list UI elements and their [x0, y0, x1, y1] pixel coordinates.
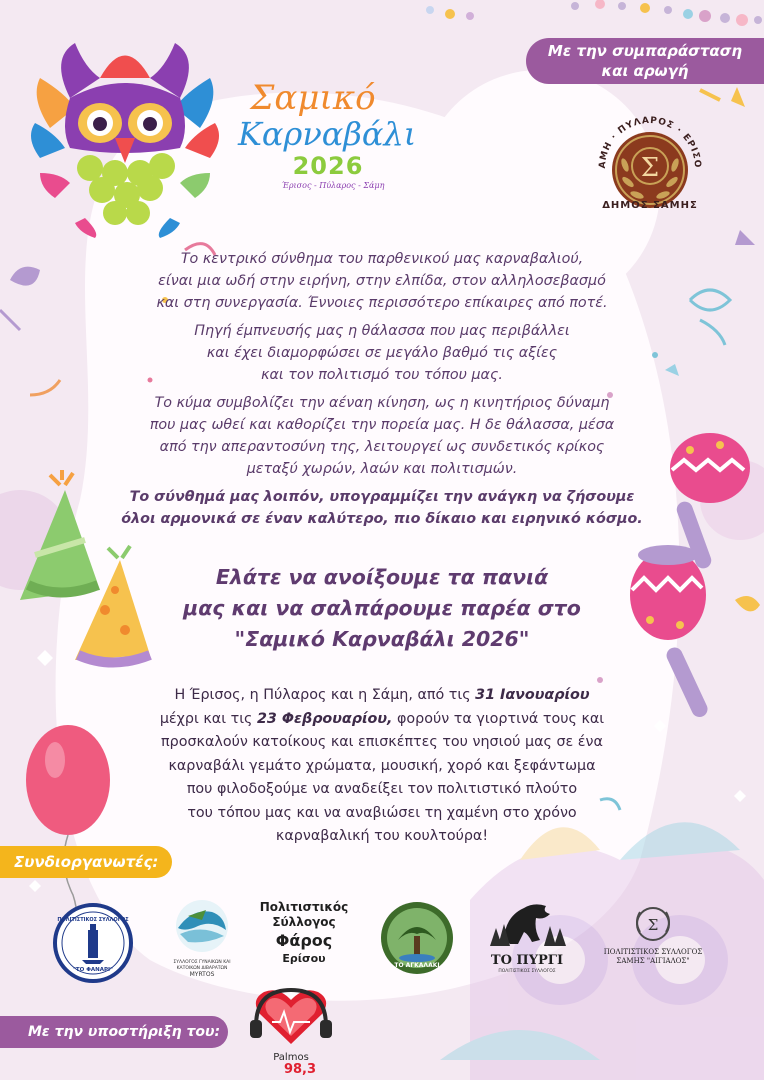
- faros-line3: Φάρος: [275, 931, 333, 950]
- seal-arc-text: ΑΜΗ · ΠΥΛΑΡΟΣ · ΕΡΙΣΟ: [597, 115, 703, 169]
- logo-agialos: [598, 904, 708, 984]
- start-date: 31 Ιανουαρίου: [475, 687, 590, 703]
- horse-forest-icon: [484, 898, 570, 950]
- intro-p2-line2: και έχει διαμορφώσει σε μεγάλο βαθμό τις αξίες: [206, 345, 558, 361]
- intro-p3-line1: Το κύμα συμβολίζει την αέναη κίνηση, ως η κινητήριος δύναμη: [154, 395, 610, 411]
- logo-agkalaki: [378, 900, 456, 980]
- event-details: [120, 684, 644, 849]
- faros-line1: Πολιτιστικός: [259, 900, 349, 914]
- headline-line2: μας και να σαλπάρουμε παρέα στο: [183, 596, 581, 620]
- wreath-monogram-icon: [598, 904, 708, 944]
- details-line4: καρναβάλι γεμάτο χρώματα, μουσική, χορό και ξεφάντωμα: [168, 757, 596, 774]
- details-line1: [120, 684, 644, 708]
- intro-paragraph-4: [100, 486, 664, 530]
- radio-frequency: 98,3: [283, 1062, 317, 1077]
- intro-p4-line2: όλοι αρμονικά σε έναν καλύτερο, πιο δίκαιο και ειρηνικό κόσμο.: [121, 511, 643, 527]
- logo-palmos-radio: [246, 986, 336, 1076]
- agialos-line2: ΣΑΜΗΣ "ΑΙΓΙΑΛΟΣ": [616, 957, 690, 965]
- municipality-name: ΔΗΜΟΣ ΣΑΜΗΣ: [602, 200, 698, 211]
- intro-p2-line1: Πηγή έμπνευσής μας η θάλασσα που μας περιβάλλει: [194, 323, 570, 339]
- intro-paragraph-1: [100, 248, 664, 314]
- intro-p1-line1: Το κεντρικό σύνθημα του παρθενικού μας καρναβαλιού,: [180, 251, 584, 267]
- radio-name: Palmos: [273, 1052, 309, 1063]
- supporter-banner: [526, 38, 764, 84]
- intro-paragraph-2: [100, 320, 664, 386]
- logo-faros: [254, 900, 354, 966]
- invitation-headline: [100, 562, 664, 655]
- headline-line3: "Σαμικό Καρναβάλι 2026": [234, 627, 530, 651]
- myrtos-small-text: ΣΥΛΛΟΓΟΣ ΓΥΝΑΙΚΩΝ ΚΑΙ ΚΑΤΟΙΚΩΝ ΔΙΒΑΡΑΤΩΝ: [173, 960, 231, 971]
- event-title-line2: Καρναβάλι: [238, 115, 417, 153]
- intro-paragraph-3: [100, 392, 664, 480]
- faros-line2: Σύλλογος: [272, 915, 336, 929]
- faros-line4: Ερίσου: [282, 952, 326, 965]
- intro-text: [100, 248, 664, 530]
- intro-p3-line2: που μας ωθεί και καθορίζει την πορεία μας. Η δε θάλασσα, μέσα: [149, 417, 615, 433]
- heart-headphones-icon: [246, 986, 336, 1048]
- intro-p3-line4: μεταξύ χωρών, λαών και πολιτισμών.: [246, 461, 518, 477]
- seal-monogram: Σ: [640, 153, 660, 183]
- co-organizers-label: Συνδιοργανωτές:: [0, 846, 172, 878]
- details-line3: προσκαλούν κατοίκους και επισκέπτες του νησιού μας σε ένα: [161, 734, 603, 750]
- municipality-seal-logo: [575, 100, 725, 225]
- support-label: Με την υποστήριξη του:: [0, 1016, 228, 1048]
- carnival-owl-mask-icon: [30, 38, 220, 238]
- wave-beach-icon: [162, 898, 242, 956]
- intro-p1-line3: και στη συνεργασία. Έννοιες περισσότερο επίκαιρες από ποτέ.: [156, 295, 608, 311]
- details-line1-text: Η Έρισος, η Πύλαρος και η Σάμη, από τις: [174, 687, 476, 703]
- details-line6: του τόπου μας και να αναβιώσει τη χαμένη στο χρόνο: [187, 804, 577, 821]
- details-line2-text: μέχρι και τις: [159, 710, 257, 727]
- logo-pyrgi: [484, 898, 570, 983]
- event-title-subtitle: Έρισος - Πύλαρος - Σάμη: [281, 181, 385, 190]
- agialos-monogram: Σ: [647, 916, 659, 934]
- agialos-line1: ΠΟΛΙΤΙΣΤΙΚΟΣ ΣΥΛΛΟΓΟΣ: [603, 948, 703, 956]
- supporter-banner-line2: και αρωγή: [601, 62, 689, 80]
- intro-p1-line2: είναι μια ωδή στην ειρήνη, στην ελπίδα, στον αλληλοσεβασμό: [158, 273, 606, 289]
- logo-fanari: [52, 902, 134, 984]
- details-line5: που φιλοδοξούμε να αναδείξει τον πολιτιστικό πλούτο: [186, 781, 578, 797]
- event-title-line1: Σαμικό: [250, 78, 376, 118]
- intro-p3-line3: από την απεραντοσύνη της, λειτουργεί ως συνδετικός κρίκος: [159, 439, 605, 455]
- fanari-name: "ΤΟ ΦΑΝΑΡΙ": [73, 967, 113, 973]
- event-title-year: 2026: [292, 152, 364, 180]
- event-title-logo: [228, 78, 417, 192]
- intro-p2-line3: και τον πολιτισμό του τόπου μας.: [261, 367, 503, 383]
- end-date: 23 Φεβρουαρίου,: [256, 710, 393, 727]
- pyrgi-name: ΤΟ ΠΥΡΓΙ: [490, 953, 564, 968]
- pyrgi-small-text: ΠΟΛΙΤΙΣΤΙΚΟΣ ΣΥΛΛΟΓΟΣ: [498, 969, 556, 974]
- supporter-banner-line1: Με την συμπαράσταση: [547, 42, 743, 60]
- details-line2-rest: φορούν τα γιορτινά τους και: [392, 710, 605, 727]
- myrtos-name: MYRTOS: [189, 971, 215, 978]
- intro-p4-line1: Το σύνθημά μας λοιπόν, υπογραμμίζει την ανάγκη να ζήσουμε: [129, 489, 635, 505]
- fanari-arc-text: ΠΟΛΙΤΙΣΤΙΚΟΣ ΣΥΛΛΟΓΟΣ: [57, 917, 129, 923]
- details-line2: [120, 708, 644, 732]
- details-line7: καρναβαλική του κουλτούρα!: [275, 828, 489, 844]
- logo-myrtos: [162, 898, 242, 986]
- agkalaki-name: ΤΟ ΑΓΚΑΛΑΚΙ: [394, 962, 440, 969]
- headline-line1: Ελάτε να ανοίξουμε τα πανιά: [215, 565, 549, 589]
